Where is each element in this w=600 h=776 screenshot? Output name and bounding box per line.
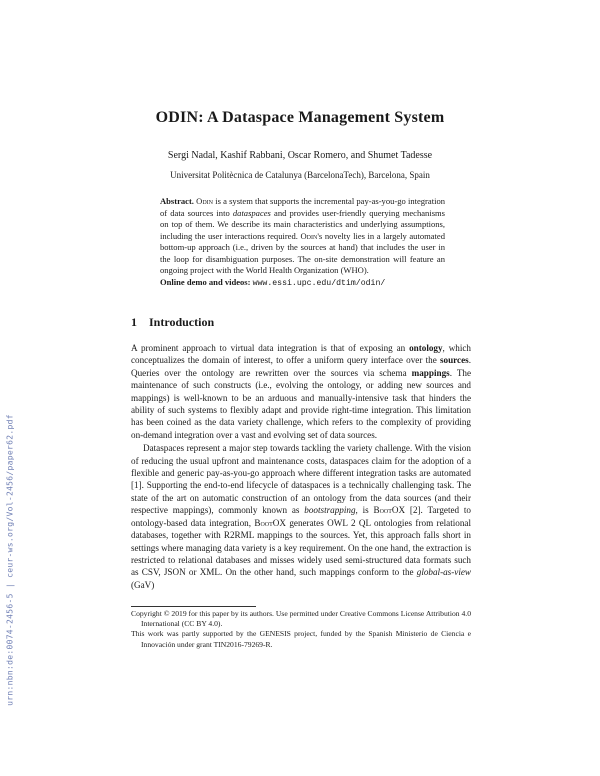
term-global-as-view: global-as-view [416,567,471,578]
footnotes [131,609,471,650]
term-sources: sources [439,355,469,366]
system-name-2: Odin [300,230,318,241]
section-heading-introduction [131,315,471,330]
section-number: 1 [131,315,137,329]
abstract-term-dataspaces: dataspaces [232,207,271,218]
abstract-text-3: 's novelty lies in a largely automated bottom-up approach (i.e., driven by the sources at hand) that includes the user in the loop for disambiguation purposes. The on-site demonstration will feature an ongoing project with the World Health Organization (WHO). [160,230,445,275]
intro-paragraph-2 [131,442,471,591]
abstract-text-2: and provides user-friendly querying mechanisms on top of them. We describe its main characteristics and underlying assumptions, including the user interactions required. [160,207,445,241]
arxiv-sidebar-stamp [2,410,18,710]
p1-text-4: . The maintenance of such constructs (i.e., evolving the ontology, or adding new sources and mappings) is well-known to be an arduous and manually-intensive task that hinders the ability of such systems to flexibly adapt and provide right-time integration. This limitation has been coined as the data variety challenge, which refers to the complexity of providing on-demand integration over a vast and evolving set of data sources. [131,367,472,440]
affiliation: Universitat Politècnica de Catalunya (BarcelonaTech), Barcelona, Spain [170,170,430,180]
arxiv-stamp-text: urn:nbn:de:0074-2456-5 | ceur-ws.org/Vol-2456/paper62.pdf [5,414,15,706]
abstract-block [160,196,445,289]
author-list: Sergi Nadal, Kashif Rabbani, Oscar Romero, and Shumet Tadesse [167,150,433,161]
footnote-divider [131,606,256,607]
p2-text-2: , is [355,505,374,516]
introduction-body [131,342,471,591]
system-bootox-2: BootOX [254,517,286,528]
system-bootox: BootOX [373,505,406,516]
intro-paragraph-1 [131,342,471,441]
p2-text-1: Dataspaces represent a major step towards tackling the variety challenge. With the vision of reducing the usual upfront and maintenance costs, dataspaces claim for the adoption of a flexible and generic pay-as-you-go approach where different integration tasks are automated [1]. Supporting the end-to-end lifecycle of dataspaces is a technically challenging task. The state of the art on automatic construction of an ontology from the data sources (and their respective mappings), commonly known as [131,443,471,516]
p2-text-5: (GaV) [131,579,155,590]
p2-text-4: generates OWL 2 QL ontologies from relational databases, together with R2RML mappings to the sources. Yet, this approach falls short in settings where managing data variety is a key requirement. On the one hand, the extraction is restricted to relational databases and misses widely used semi-structured data formats such as CSV, JSON or XML. On the other hand, such mappings conform to the [131,517,471,578]
p1-text-1: A prominent approach to virtual data integration is that of exposing an [131,343,410,353]
section-title: Introduction [149,315,215,329]
p2-text-3: [2]. Targeted to ontology-based data integration, [131,505,471,528]
term-bootstrapping: bootstrapping [304,505,356,516]
p1-text-3: . Queries over the ontology are rewritten over the sources via schema [131,355,471,378]
footnote-copyright: Copyright © 2019 for this paper by its authors. Use permitted under Creative Commons License Attribution 4.0 International (CC BY 4.0). [131,609,471,629]
footnote-funding: This work was partly supported by the GENESIS project, funded by the Spanish Ministerio de Ciencia e Innovación under grant TIN2016-79269-R. [131,629,471,649]
online-demo-label: Online demo and videos: [160,276,251,287]
p1-text-2: , which conceptualizes the domain of interest, to offer a uniform query interface over the [131,343,471,366]
term-mappings: mappings [411,367,450,378]
abstract-text-1: is a system that supports the incremental pay-as-you-go integration of data sources into [160,196,445,218]
online-demo-link[interactable]: www.essi.upc.edu/dtim/odin/ [252,278,386,288]
system-name: Odin [196,196,213,206]
term-ontology: ontology [409,343,443,353]
abstract-label: Abstract. [160,196,194,206]
paper-title: ODIN: A Dataspace Management System [155,109,445,126]
